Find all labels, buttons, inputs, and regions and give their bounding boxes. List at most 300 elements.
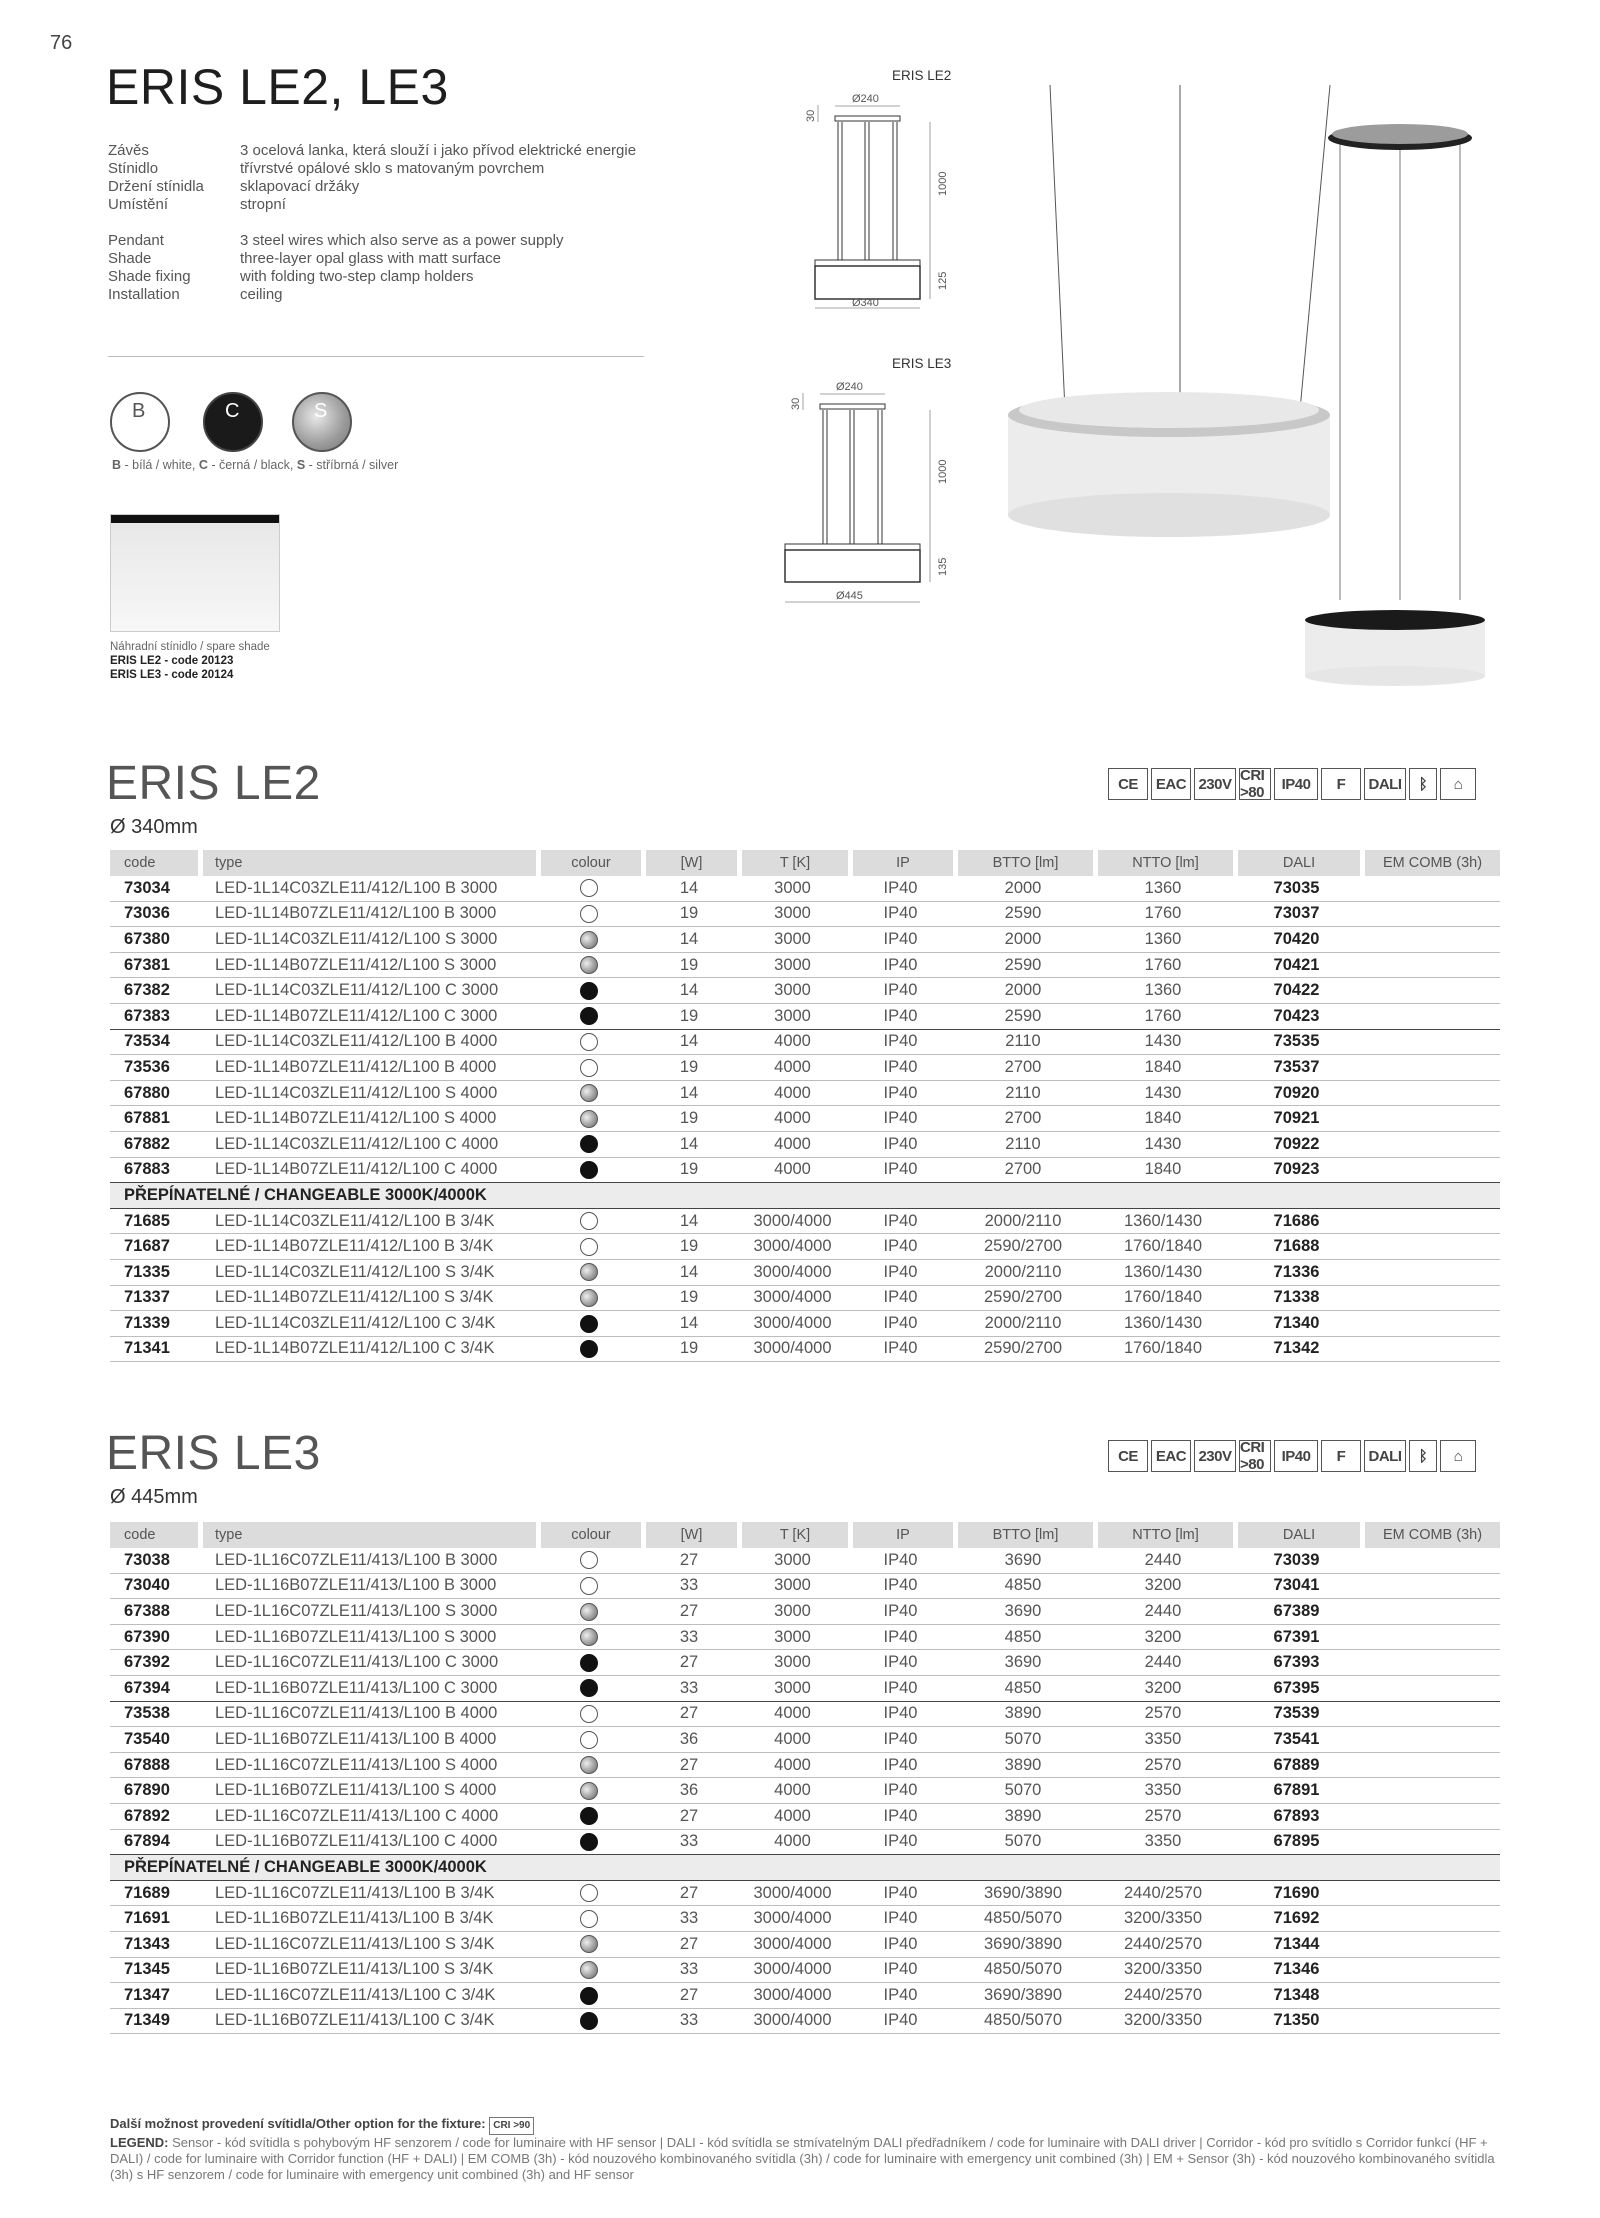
svg-text:125: 125: [937, 271, 949, 290]
code-cell: 67392: [110, 1650, 198, 1676]
spec-value: sklapovací držáky: [240, 178, 360, 195]
ntto-cell: 3200: [1093, 1574, 1233, 1600]
footer-legend: Další možnost provedení svítidla/Other option for the fixture: CRI >90 LEGEND: Sensor - kód svítidla s pohybovým HF senzorem / code for luminaire with HF sensor | DALI - kód svítidla se stmívatelným DALI předřadníkem / code for luminaire with DALI driver | Corridor - kód pro svítidlo s Corridor funkcí (HF + DALI) / code for luminaire with Corridor function (HF + DALI) | EM COMB (3h) - kód nouzového kombinovaného svítidla (3h) / code for luminaire with emergency unit combined (3h) | EM + Sensor (3h) - kód nouzového kombinovaného svítidla (3h) s HF senzorem / code for luminaire with emergency unit combined (3h) and HF sensor: [110, 2116, 1495, 2182]
table-row: [110, 1132, 1500, 1158]
spec-row: [108, 232, 636, 250]
ip-cell: IP40: [848, 1983, 953, 2009]
cert-ce-badge: CE: [1108, 1440, 1148, 1472]
le3-technical-drawing: [770, 348, 970, 618]
dali-cell: 73035: [1233, 876, 1360, 902]
btto-cell: 4850: [953, 1676, 1093, 1702]
spec-key: Installation: [108, 286, 180, 303]
ntto-cell: 2440: [1093, 1650, 1233, 1676]
colour-cell: [536, 978, 641, 1004]
ip-cell: IP40: [848, 1234, 953, 1260]
ip-cell: IP40: [848, 1337, 953, 1363]
em-cell: [1360, 876, 1500, 902]
ip-cell: IP40: [848, 2009, 953, 2035]
w-cell: 14: [641, 1311, 737, 1337]
cri-90-badge: CRI >90: [489, 2117, 534, 2135]
btto-cell: 4850/5070: [953, 1958, 1093, 1984]
cert-cri-80-badge: CRI >80: [1239, 1440, 1271, 1472]
w-cell: 19: [641, 902, 737, 928]
btto-cell: 2000: [953, 978, 1093, 1004]
type-cell: LED-1L14B07ZLE11/412/L100 C 4000: [198, 1158, 536, 1184]
spec-row: [108, 160, 636, 178]
w-cell: 36: [641, 1727, 737, 1753]
code-cell: 67892: [110, 1804, 198, 1830]
cert-smart-home-icon: ⌂: [1440, 1440, 1476, 1472]
le2-diameter: Ø 340mm: [110, 816, 198, 838]
ip-cell: IP40: [848, 1132, 953, 1158]
colour-cell: [536, 1132, 641, 1158]
btto-cell: 4850/5070: [953, 2009, 1093, 2035]
w-cell: 36: [641, 1778, 737, 1804]
btto-cell: 3690/3890: [953, 1932, 1093, 1958]
dali-cell: 70420: [1233, 927, 1360, 953]
column-header: BTTO [lm]: [953, 850, 1093, 876]
le3-drawing-label: ERIS LE3: [892, 356, 952, 371]
colour-dot-icon: [580, 1007, 598, 1025]
spec-row: [108, 142, 636, 160]
dali-cell: 67893: [1233, 1804, 1360, 1830]
ip-cell: IP40: [848, 876, 953, 902]
ntto-cell: 3350: [1093, 1727, 1233, 1753]
ntto-cell: 1430: [1093, 1030, 1233, 1056]
colour-dot-icon: [580, 1238, 598, 1256]
colour-cell: [536, 1906, 641, 1932]
colour-cell: [536, 1286, 641, 1312]
em-cell: [1360, 1676, 1500, 1702]
btto-cell: 3690: [953, 1599, 1093, 1625]
spec-value: ceiling: [240, 286, 283, 303]
em-cell: [1360, 1932, 1500, 1958]
colour-cell: [536, 876, 641, 902]
ip-cell: IP40: [848, 927, 953, 953]
ntto-cell: 1760: [1093, 902, 1233, 928]
w-cell: 33: [641, 1574, 737, 1600]
colour-dot-icon: [580, 2012, 598, 2030]
w-cell: 33: [641, 1906, 737, 1932]
ntto-cell: 2570: [1093, 1753, 1233, 1779]
w-cell: 14: [641, 1030, 737, 1056]
table-row: [110, 1574, 1500, 1600]
dali-cell: 70923: [1233, 1158, 1360, 1184]
btto-cell: 3890: [953, 1804, 1093, 1830]
btto-cell: 2590: [953, 902, 1093, 928]
dali-cell: 73537: [1233, 1055, 1360, 1081]
table-row: [110, 1932, 1500, 1958]
btto-cell: 2110: [953, 1081, 1093, 1107]
dali-cell: 67393: [1233, 1650, 1360, 1676]
btto-cell: 2700: [953, 1055, 1093, 1081]
colour-cell: [536, 1548, 641, 1574]
ntto-cell: 2570: [1093, 1804, 1233, 1830]
t-cell: 3000: [737, 1004, 848, 1030]
cert-ip40-badge: IP40: [1274, 1440, 1318, 1472]
dali-cell: 73039: [1233, 1548, 1360, 1574]
type-cell: LED-1L16B07ZLE11/413/L100 C 4000: [198, 1830, 536, 1856]
column-header: DALI: [1233, 1522, 1360, 1548]
table-row: [110, 1906, 1500, 1932]
em-cell: [1360, 1311, 1500, 1337]
ip-cell: IP40: [848, 1881, 953, 1907]
em-cell: [1360, 1260, 1500, 1286]
btto-cell: 2700: [953, 1158, 1093, 1184]
colour-dot-icon: [580, 1577, 598, 1595]
column-header: colour: [536, 1522, 641, 1548]
colour-cell: [536, 1932, 641, 1958]
cert-f-badge: F: [1321, 768, 1361, 800]
column-header: [W]: [641, 850, 737, 876]
dali-cell: 73041: [1233, 1574, 1360, 1600]
ip-cell: IP40: [848, 953, 953, 979]
code-cell: 67394: [110, 1676, 198, 1702]
column-header: colour: [536, 850, 641, 876]
w-cell: 14: [641, 1260, 737, 1286]
ntto-cell: 1360/1430: [1093, 1209, 1233, 1235]
code-cell: 71349: [110, 2009, 198, 2035]
type-cell: LED-1L14C03ZLE11/412/L100 S 4000: [198, 1081, 536, 1107]
em-cell: [1360, 1132, 1500, 1158]
em-cell: [1360, 1830, 1500, 1856]
colour-cell: [536, 1702, 641, 1728]
table-row: [110, 953, 1500, 979]
colour-dot-icon: [580, 1935, 598, 1953]
colour-dot-icon: [580, 1340, 598, 1358]
colour-cell: [536, 1234, 641, 1260]
ntto-cell: 1430: [1093, 1132, 1233, 1158]
le2-section-title: ERIS LE2: [106, 757, 321, 810]
cert-230v-badge: 230V: [1194, 768, 1236, 800]
dali-cell: 70423: [1233, 1004, 1360, 1030]
ntto-cell: 3200/3350: [1093, 2009, 1233, 2035]
table-row: [110, 1004, 1500, 1030]
svg-text:30: 30: [790, 397, 802, 410]
t-cell: 3000/4000: [737, 2009, 848, 2035]
dali-cell: 73539: [1233, 1702, 1360, 1728]
colour-dot-icon: [580, 1135, 598, 1153]
ip-cell: IP40: [848, 1106, 953, 1132]
code-cell: 73540: [110, 1727, 198, 1753]
ip-cell: IP40: [848, 1958, 953, 1984]
code-cell: 73040: [110, 1574, 198, 1600]
dali-cell: 70922: [1233, 1132, 1360, 1158]
colour-cell: [536, 2009, 641, 2035]
type-cell: LED-1L14B07ZLE11/412/L100 B 4000: [198, 1055, 536, 1081]
table-row: [110, 1106, 1500, 1132]
btto-cell: 3690/3890: [953, 1881, 1093, 1907]
column-header: IP: [848, 1522, 953, 1548]
table-row: [110, 1727, 1500, 1753]
column-header: T [K]: [737, 850, 848, 876]
svg-text:Ø240: Ø240: [836, 381, 863, 393]
ntto-cell: 1760/1840: [1093, 1286, 1233, 1312]
table-row: [110, 1676, 1500, 1702]
spec-key: Pendant: [108, 232, 164, 249]
colour-dot-icon: [580, 982, 598, 1000]
ip-cell: IP40: [848, 1804, 953, 1830]
cert-ce-badge: CE: [1108, 768, 1148, 800]
colour-cell: [536, 1778, 641, 1804]
spec-value: třívrstvé opálové sklo s matovaným povrchem: [240, 160, 545, 177]
spec-list: [108, 142, 636, 304]
colour-cell: [536, 1753, 641, 1779]
em-cell: [1360, 1337, 1500, 1363]
dali-cell: 70921: [1233, 1106, 1360, 1132]
spec-value: 3 ocelová lanka, která slouží i jako přívod elektrické energie: [240, 142, 637, 159]
column-header: NTTO [lm]: [1093, 850, 1233, 876]
colour-dot-icon: [580, 1263, 598, 1281]
w-cell: 14: [641, 978, 737, 1004]
btto-cell: 3690/3890: [953, 1983, 1093, 2009]
colour-cell: [536, 1055, 641, 1081]
ntto-cell: 2440: [1093, 1599, 1233, 1625]
colour-swatch-white: B: [110, 392, 170, 452]
type-cell: LED-1L16C07ZLE11/413/L100 S 4000: [198, 1753, 536, 1779]
ip-cell: IP40: [848, 1676, 953, 1702]
code-cell: 71341: [110, 1337, 198, 1363]
em-cell: [1360, 1958, 1500, 1984]
cert-f-badge: F: [1321, 1440, 1361, 1472]
colour-dot-icon: [580, 1212, 598, 1230]
t-cell: 3000/4000: [737, 1881, 848, 1907]
ip-cell: IP40: [848, 1702, 953, 1728]
code-cell: 71347: [110, 1983, 198, 2009]
type-cell: LED-1L16B07ZLE11/413/L100 S 3/4K: [198, 1958, 536, 1984]
w-cell: 33: [641, 1625, 737, 1651]
btto-cell: 3690: [953, 1548, 1093, 1574]
ip-cell: IP40: [848, 1260, 953, 1286]
w-cell: 19: [641, 953, 737, 979]
table-row: [110, 927, 1500, 953]
spec-key: Stínidlo: [108, 160, 159, 177]
table-row: [110, 1260, 1500, 1286]
ntto-cell: 3200/3350: [1093, 1958, 1233, 1984]
ip-cell: IP40: [848, 1599, 953, 1625]
table-row: [110, 1778, 1500, 1804]
type-cell: LED-1L14B07ZLE11/412/L100 B 3/4K: [198, 1234, 536, 1260]
colour-dot-icon: [580, 1654, 598, 1672]
column-header: NTTO [lm]: [1093, 1522, 1233, 1548]
btto-cell: 5070: [953, 1778, 1093, 1804]
t-cell: 3000/4000: [737, 1260, 848, 1286]
table-row: [110, 978, 1500, 1004]
colour-dot-icon: [580, 1987, 598, 2005]
table-row: [110, 1337, 1500, 1363]
table-row: [110, 1650, 1500, 1676]
colour-cell: [536, 902, 641, 928]
table-row: [110, 1958, 1500, 1984]
btto-cell: 2000/2110: [953, 1311, 1093, 1337]
colour-dot-icon: [580, 1628, 598, 1646]
t-cell: 3000/4000: [737, 1209, 848, 1235]
colour-cell: [536, 1727, 641, 1753]
table-row: [110, 1804, 1500, 1830]
type-cell: LED-1L16C07ZLE11/413/L100 C 3/4K: [198, 1983, 536, 2009]
dali-cell: 71692: [1233, 1906, 1360, 1932]
colour-cell: [536, 1337, 641, 1363]
dali-cell: 71338: [1233, 1286, 1360, 1312]
ip-cell: IP40: [848, 1906, 953, 1932]
t-cell: 3000: [737, 927, 848, 953]
em-cell: [1360, 1548, 1500, 1574]
ntto-cell: 1360: [1093, 876, 1233, 902]
type-cell: LED-1L14C03ZLE11/412/L100 C 4000: [198, 1132, 536, 1158]
w-cell: 27: [641, 1804, 737, 1830]
t-cell: 3000/4000: [737, 1311, 848, 1337]
colour-cell: [536, 1676, 641, 1702]
em-cell: [1360, 978, 1500, 1004]
btto-cell: 2000/2110: [953, 1209, 1093, 1235]
t-cell: 3000: [737, 902, 848, 928]
colour-swatch-silver: S: [292, 392, 352, 452]
ip-cell: IP40: [848, 1158, 953, 1184]
t-cell: 4000: [737, 1106, 848, 1132]
column-header: type: [198, 1522, 536, 1548]
svg-text:135: 135: [937, 557, 949, 576]
em-cell: [1360, 2009, 1500, 2035]
column-header: T [K]: [737, 1522, 848, 1548]
code-cell: 73536: [110, 1055, 198, 1081]
colour-dot-icon: [580, 956, 598, 974]
dali-cell: 71688: [1233, 1234, 1360, 1260]
page-number: 76: [50, 32, 73, 54]
btto-cell: 2000: [953, 876, 1093, 902]
em-cell: [1360, 1081, 1500, 1107]
dali-cell: 70421: [1233, 953, 1360, 979]
colour-dot-icon: [580, 1315, 598, 1333]
code-cell: 73038: [110, 1548, 198, 1574]
type-cell: LED-1L14B07ZLE11/412/L100 S 3/4K: [198, 1286, 536, 1312]
w-cell: 14: [641, 1081, 737, 1107]
em-cell: [1360, 1702, 1500, 1728]
w-cell: 27: [641, 1932, 737, 1958]
column-header: DALI: [1233, 850, 1360, 876]
dali-cell: 71344: [1233, 1932, 1360, 1958]
em-cell: [1360, 1983, 1500, 2009]
code-cell: 67894: [110, 1830, 198, 1856]
type-cell: LED-1L16B07ZLE11/413/L100 B 3/4K: [198, 1906, 536, 1932]
colour-dot-icon: [580, 1110, 598, 1128]
em-cell: [1360, 1650, 1500, 1676]
btto-cell: 5070: [953, 1830, 1093, 1856]
cert-eac-badge: EAC: [1151, 1440, 1191, 1472]
t-cell: 3000: [737, 1676, 848, 1702]
dali-cell: 71342: [1233, 1337, 1360, 1363]
t-cell: 4000: [737, 1778, 848, 1804]
cert-cri-80-badge: CRI >80: [1239, 768, 1271, 800]
t-cell: 3000/4000: [737, 1958, 848, 1984]
type-cell: LED-1L14C03ZLE11/412/L100 S 3/4K: [198, 1260, 536, 1286]
ip-cell: IP40: [848, 1030, 953, 1056]
ip-cell: IP40: [848, 1625, 953, 1651]
type-cell: LED-1L14C03ZLE11/412/L100 B 3000: [198, 876, 536, 902]
colour-dot-icon: [580, 879, 598, 897]
w-cell: 27: [641, 1983, 737, 2009]
spec-value: stropní: [240, 196, 286, 213]
colour-cell: [536, 1958, 641, 1984]
ip-cell: IP40: [848, 1932, 953, 1958]
t-cell: 3000/4000: [737, 1234, 848, 1260]
colour-cell: [536, 1625, 641, 1651]
code-cell: 71345: [110, 1958, 198, 1984]
dali-cell: 71686: [1233, 1209, 1360, 1235]
em-cell: [1360, 1881, 1500, 1907]
code-cell: 73534: [110, 1030, 198, 1056]
code-cell: 71337: [110, 1286, 198, 1312]
table-row: [110, 1081, 1500, 1107]
type-cell: LED-1L16C07ZLE11/413/L100 C 4000: [198, 1804, 536, 1830]
le3-certifications: [1108, 1440, 1476, 1472]
w-cell: 19: [641, 1234, 737, 1260]
ntto-cell: 3350: [1093, 1830, 1233, 1856]
spare-shade-caption: Náhradní stínidlo / spare shade ERIS LE2 - code 20123 ERIS LE3 - code 20124: [110, 641, 270, 681]
ip-cell: IP40: [848, 1778, 953, 1804]
ntto-cell: 1360: [1093, 978, 1233, 1004]
le3-section-title: ERIS LE3: [106, 1427, 321, 1480]
ip-cell: IP40: [848, 1081, 953, 1107]
em-cell: [1360, 1286, 1500, 1312]
cert-dali-badge: DALI: [1364, 1440, 1406, 1472]
ntto-cell: 3200: [1093, 1625, 1233, 1651]
colour-legend: B - bílá / white, C - černá / black, S - stříbrná / silver: [112, 458, 399, 472]
ip-cell: IP40: [848, 902, 953, 928]
ntto-cell: 3200/3350: [1093, 1906, 1233, 1932]
dali-cell: 67891: [1233, 1778, 1360, 1804]
dali-cell: 71350: [1233, 2009, 1360, 2035]
em-cell: [1360, 1625, 1500, 1651]
t-cell: 4000: [737, 1753, 848, 1779]
table-row: [110, 1311, 1500, 1337]
ntto-cell: 1840: [1093, 1106, 1233, 1132]
spec-row: [108, 268, 636, 286]
dali-cell: 67391: [1233, 1625, 1360, 1651]
w-cell: 19: [641, 1158, 737, 1184]
spec-row: [108, 250, 636, 268]
dali-cell: 73541: [1233, 1727, 1360, 1753]
type-cell: LED-1L14B07ZLE11/412/L100 B 3000: [198, 902, 536, 928]
divider: [108, 356, 644, 357]
le2-technical-drawing: [770, 60, 970, 320]
colour-cell: [536, 1599, 641, 1625]
spec-key: Držení stínidla: [108, 178, 204, 195]
code-cell: 67390: [110, 1625, 198, 1651]
code-cell: 71343: [110, 1932, 198, 1958]
btto-cell: 2590: [953, 1004, 1093, 1030]
column-header: EM COMB (3h): [1360, 1522, 1500, 1548]
w-cell: 33: [641, 1830, 737, 1856]
ntto-cell: 1360/1430: [1093, 1311, 1233, 1337]
em-cell: [1360, 1574, 1500, 1600]
colour-dot-icon: [580, 1603, 598, 1621]
btto-cell: 4850: [953, 1625, 1093, 1651]
table-row: [110, 876, 1500, 902]
svg-text:Ø240: Ø240: [852, 93, 879, 105]
t-cell: 4000: [737, 1727, 848, 1753]
dali-cell: 70920: [1233, 1081, 1360, 1107]
changeable-label: PŘEPÍNATELNÉ / CHANGEABLE 3000K/4000K: [110, 1855, 1500, 1881]
colour-cell: [536, 1311, 641, 1337]
type-cell: LED-1L16C07ZLE11/413/L100 B 4000: [198, 1702, 536, 1728]
type-cell: LED-1L14C03ZLE11/412/L100 C 3/4K: [198, 1311, 536, 1337]
table-row: [110, 1234, 1500, 1260]
svg-text:Ø340: Ø340: [852, 297, 879, 309]
ip-cell: IP40: [848, 1574, 953, 1600]
w-cell: 27: [641, 1599, 737, 1625]
t-cell: 3000: [737, 1599, 848, 1625]
w-cell: 33: [641, 1958, 737, 1984]
